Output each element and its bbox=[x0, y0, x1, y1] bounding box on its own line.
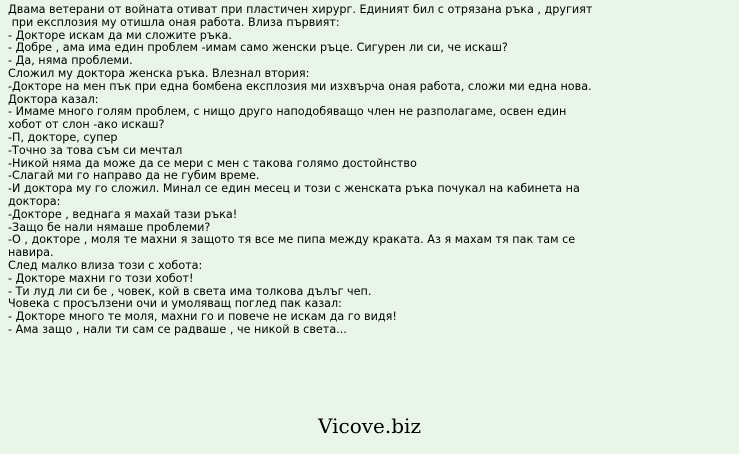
joke-line: хобот от слон -ако искаш? bbox=[8, 118, 165, 132]
joke-line: навира. bbox=[8, 246, 54, 260]
joke-line: -Никой няма да може да се мери с мен с такова голямо достойнство bbox=[8, 156, 417, 170]
joke-line: - Имаме много голям проблем, с нищо друго наподобяващо член не разполагаме, освен един bbox=[8, 105, 567, 119]
joke-line: Двама ветерани от войната отиват при пластичен хирург. Единият бил с отрязана ръка , другият bbox=[8, 3, 593, 16]
joke-line: -Докторе , веднага я махай тази ръка! bbox=[8, 207, 238, 221]
joke-line: при експлозия му отишла оная работа. Влиза първият: bbox=[8, 15, 340, 29]
joke-line: -Защо бе нали нямаше проблеми? bbox=[8, 220, 211, 234]
joke-line: -О , докторе , моля те махни я защото тя все ме пипа между краката. Аз я махам тя пак там се bbox=[8, 233, 576, 247]
joke-line: -Докторе на мен пък при една бомбена експлозия ми изхвърча оная работа, сложи ми една нова. bbox=[8, 79, 592, 93]
joke-line: След малко влиза този с хобота: bbox=[8, 258, 203, 272]
site-watermark: Vicove.biz bbox=[318, 414, 421, 438]
joke-line: - Да, няма проблеми. bbox=[8, 54, 133, 68]
joke-line: - Докторе искам да ми сложите ръка. bbox=[8, 28, 232, 42]
joke-line: -Слагай ми го направо да не губим време. bbox=[8, 169, 260, 183]
joke-line: Сложил му доктора женска ръка. Влезнал втория: bbox=[8, 66, 310, 80]
joke-line: - Добре , ама има един проблем -имам само женски ръце. Сигурен ли си, че искаш? bbox=[8, 41, 508, 55]
joke-line: - Ама защо , нали ти сам се радваше , че никой в света... bbox=[8, 322, 347, 336]
joke-line: - Докторе много те моля, махни го и повече не искам да го видя! bbox=[8, 310, 397, 324]
joke-line: - Ти луд ли си бе , човек, кой в света има толкова дълъг чеп. bbox=[8, 284, 372, 298]
joke-line: -П, докторе, супер bbox=[8, 130, 118, 144]
joke-line: Човека с просълзени очи и умоляващ поглед пак казал: bbox=[8, 297, 342, 311]
joke-line: -Точно за това съм си мечтал bbox=[8, 143, 183, 157]
joke-line: -И доктора му го сложил. Минал се един месец и този с женската ръка почукал на кабинета на bbox=[8, 182, 580, 196]
joke-text bbox=[8, 4, 730, 337]
joke-line: доктора: bbox=[8, 194, 61, 208]
joke-line: - Докторе махни го този хобот! bbox=[8, 271, 194, 285]
joke-line: Доктора казал: bbox=[8, 92, 99, 106]
